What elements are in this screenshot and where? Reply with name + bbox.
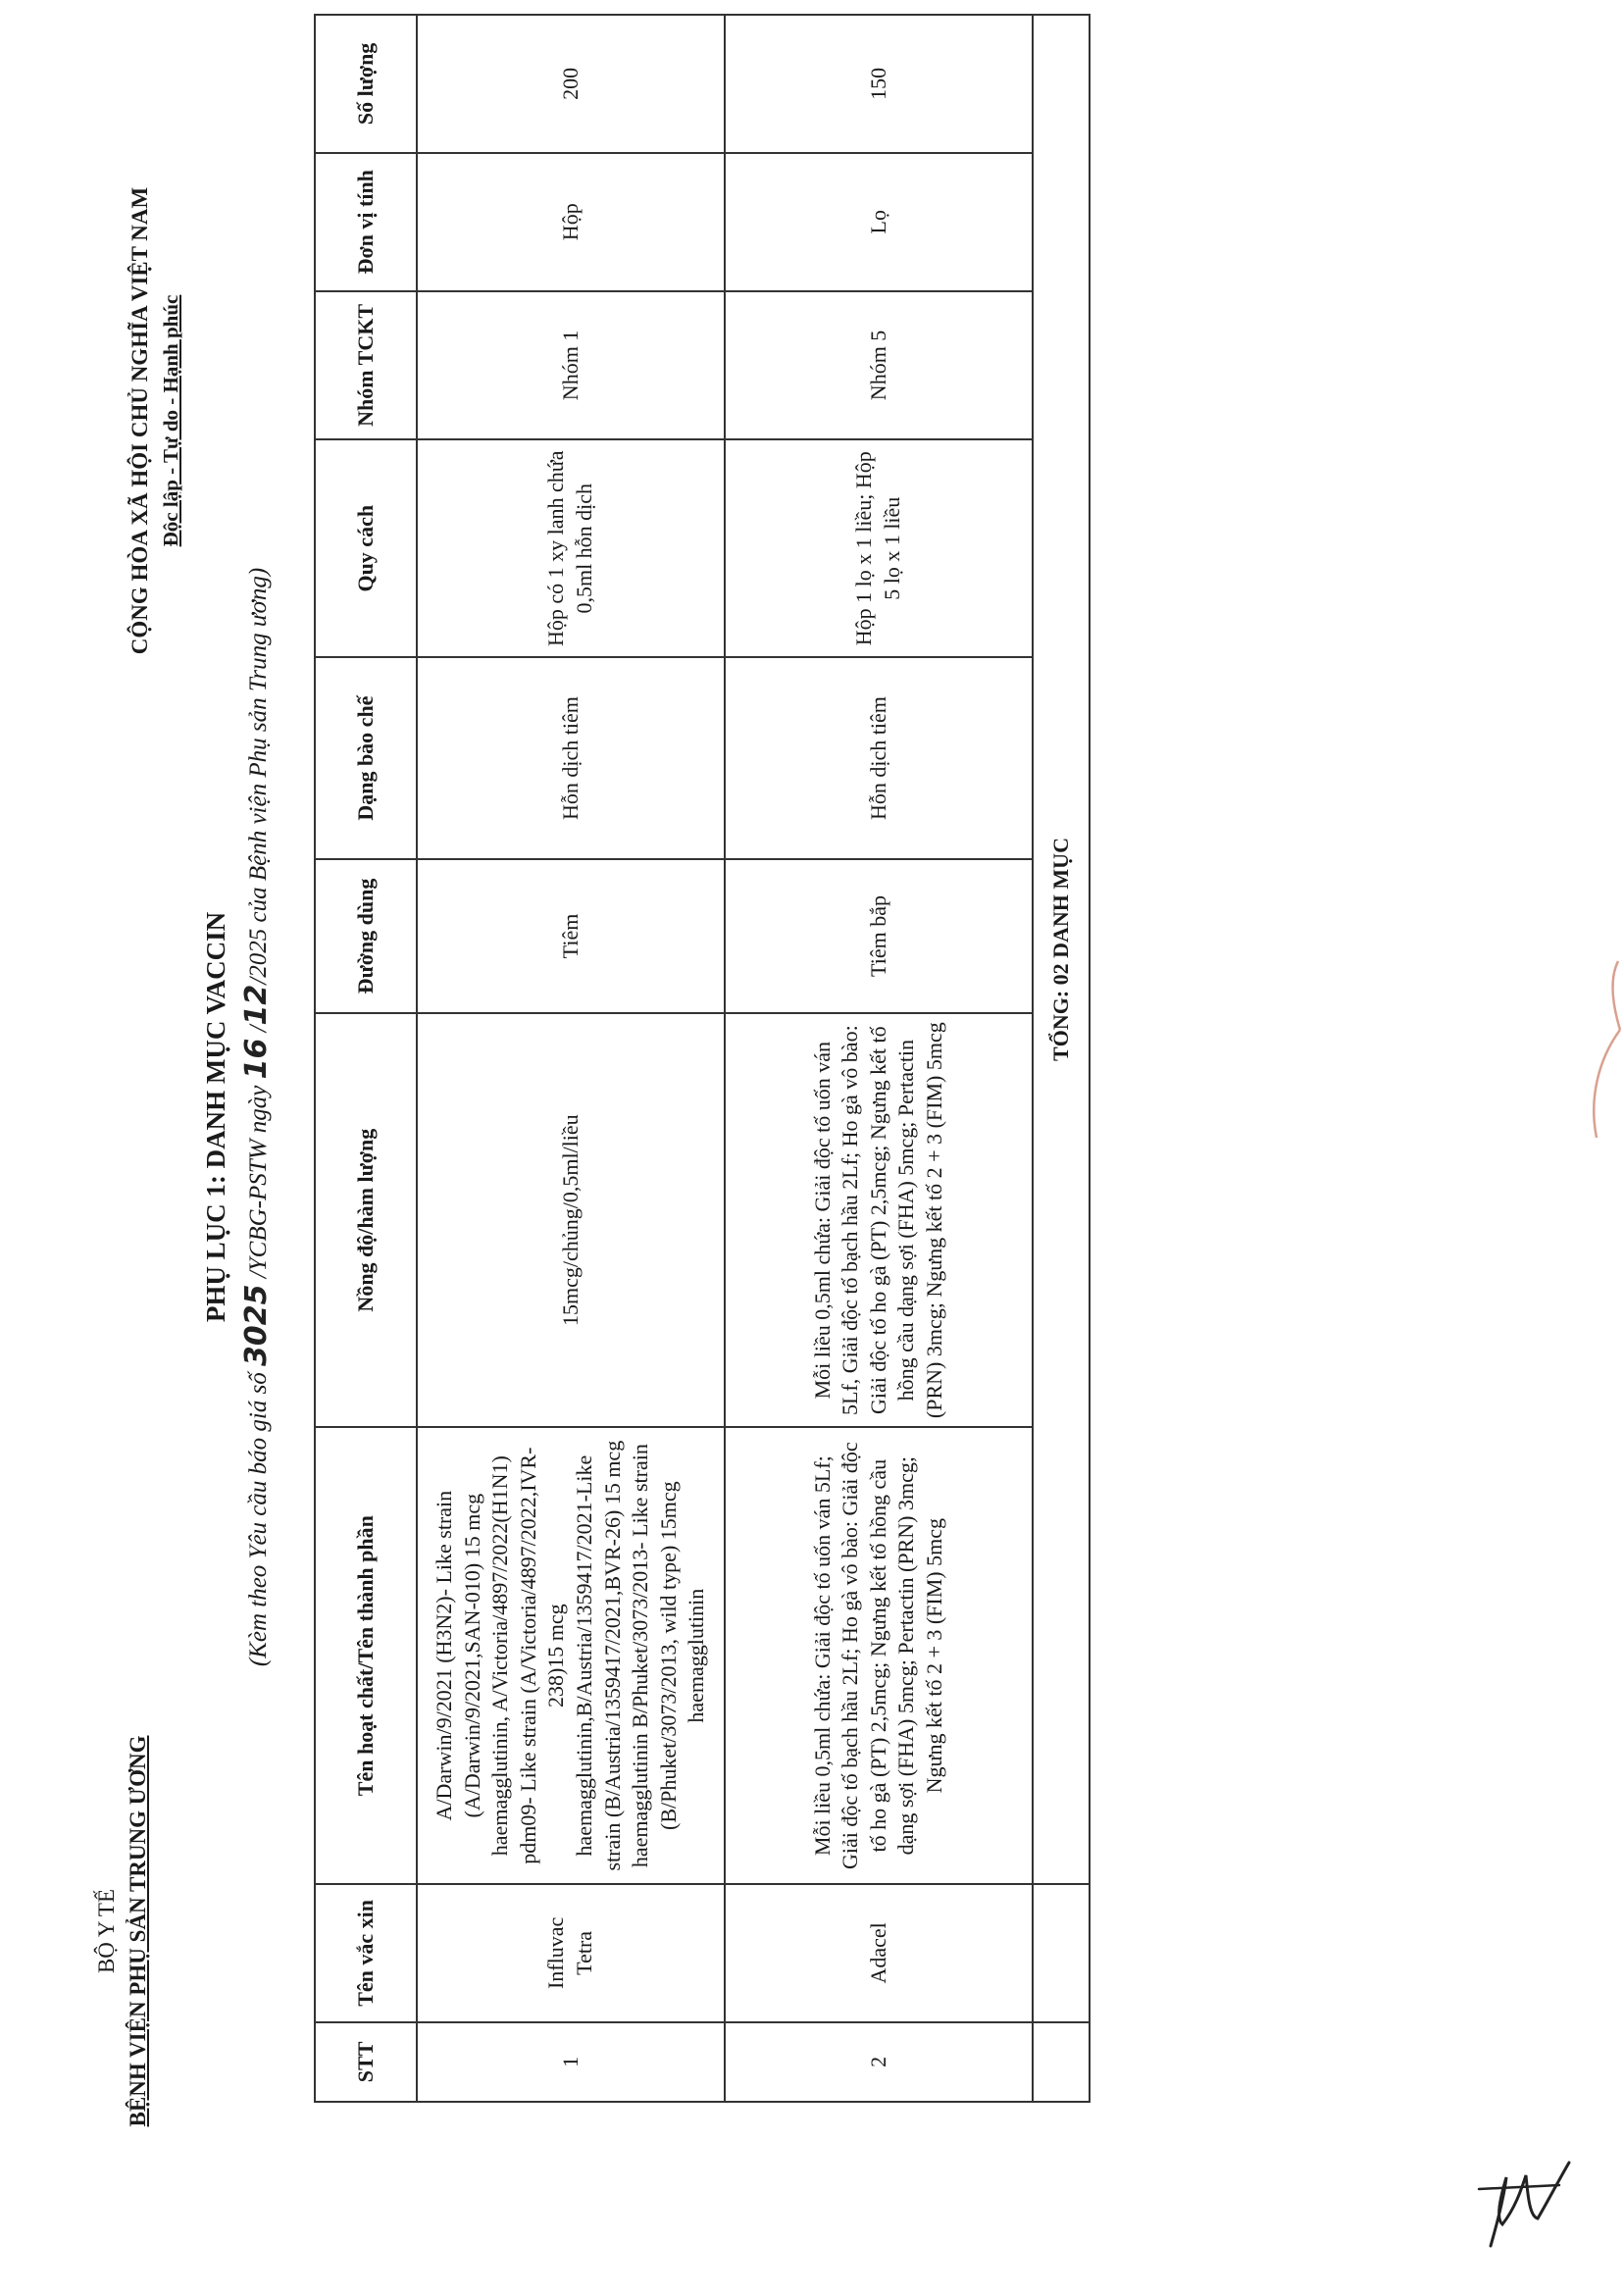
cell-route: Tiêm bắp: [725, 859, 1033, 1013]
subtitle-text: (Kèm theo Yêu cầu báo giá số: [245, 1365, 272, 1667]
cell-form: Hỗn dịch tiêm: [725, 657, 1033, 859]
quote-month: 12: [239, 984, 274, 1026]
column-header: Dạng bào chế: [315, 657, 417, 859]
cell-group: Nhóm 5: [725, 291, 1033, 440]
column-header: Nhóm TCKT: [315, 291, 417, 440]
cell-vaccine-name: Adacel: [725, 1884, 1033, 2022]
column-header: Đơn vị tính: [315, 153, 417, 291]
cell-form: Hỗn dịch tiêm: [417, 657, 725, 859]
page-subtitle: [239, 431, 274, 1804]
cell-concentration: 15mcg/chủng/0,5ml/liều: [417, 1013, 725, 1427]
column-header: Tên hoạt chất/Tên thành phần: [315, 1427, 417, 1884]
column-header: Số lượng: [315, 15, 417, 153]
subtitle-text: /YCBG-PSTW ngày: [245, 1079, 272, 1285]
total-row: [1033, 15, 1090, 2102]
cell-unit: Lọ: [725, 153, 1033, 291]
table-row: [417, 15, 725, 2102]
country-name: CỘNG HÒA XÃ HỘI CHỦ NGHĨA VIỆT NAM: [127, 186, 152, 655]
total-spacer: [1033, 1884, 1090, 2022]
cell-unit: Hộp: [417, 153, 725, 291]
column-header: Đường dùng: [315, 859, 417, 1013]
issuer-header: [94, 1657, 151, 2206]
column-header: Nồng độ/hàm lượng: [315, 1013, 417, 1427]
quote-day: 16: [239, 1038, 274, 1080]
cell-quantity: 200: [417, 15, 725, 153]
cell-quantity: 150: [725, 15, 1033, 153]
table-header-row: [315, 15, 417, 2102]
subtitle-text: /2025 của Bệnh viện Phụ sản Trung ương): [245, 567, 272, 985]
cell-packaging: Hộp 1 lọ x 1 liều; Hộp 5 lọ x 1 liều: [725, 439, 1033, 657]
title-block: [201, 431, 274, 1804]
total-label: TỔNG: 02 DANH MỤC: [1033, 15, 1090, 1884]
cell-concentration: Mỗi liều 0,5ml chứa: Giải độc tố uốn ván 5Lf, Giải độc tố bạch hầu 2Lf; Ho gà vô bào: Giải độc tố ho gà (PT) 2,5mcg; Ngưng kết tố hồng cầu dạng sợi (FHA) 5mcg; Pertactin (PRN) 3mcg; Ngưng kết tố 2 + 3 (FIM) 5mcg: [725, 1013, 1033, 1427]
vaccine-table: [314, 14, 1091, 2103]
national-header: [127, 77, 183, 764]
hospital-name: BỆNH VIỆN PHỤ SẢN TRUNG ƯƠNG: [126, 1735, 150, 2127]
cell-ingredients: Mỗi liều 0,5ml chứa: Giải độc tố uốn ván 5Lf; Giải độc tố bạch hầu 2Lf; Ho gà vô bào: Giải độc tố ho gà (PT) 2,5mcg; Ngưng kết tố hồng cầu dạng sợi (FHA) 5mcg; Pertactin (PRN) 3mcg; Ngưng kết tố 2 + 3 (FIM) 5mcg: [725, 1427, 1033, 1884]
quote-number: 3025: [239, 1284, 274, 1366]
cell-group: Nhóm 1: [417, 291, 725, 440]
table-row: [725, 15, 1033, 2102]
national-motto: Độc lập - Tự do - Hạnh phúc: [159, 294, 182, 547]
column-header: STT: [315, 2022, 417, 2102]
cell-ingredients: A/Darwin/9/2021 (H3N2)- Like strain (A/Darwin/9/2021,SAN-010) 15 mcg haemagglutinin, A/Victoria/4897/2022(H1N1) pdm09- Like strain (A/Victoria/4897/2022,IVR-238)15 mcg haemagglutinin,B/Austria/1359417/2021-Like strain (B/Austria/1359417/2021,BVR-26) 15 mcg haemagglutinin B/Phuket/3073/2013- Like strain (B/Phuket/3073/2013, wild type) 15mcg haemagglutinin: [417, 1427, 725, 1884]
cell-packaging: Hộp có 1 xy lanh chứa 0,5ml hỗn dịch: [417, 439, 725, 657]
page-title: PHỤ LỤC 1: DANH MỤC VACCIN: [201, 911, 230, 1323]
ministry-name: BỘ Y TẾ: [94, 1888, 119, 1974]
total-spacer: [1033, 2022, 1090, 2102]
cell-vaccine-name: Influvac Tetra: [417, 1884, 725, 2022]
subtitle-text: /: [245, 1025, 272, 1039]
cell-stt: 1: [417, 2022, 725, 2102]
column-header: Quy cách: [315, 439, 417, 657]
cell-route: Tiêm: [417, 859, 725, 1013]
cell-stt: 2: [725, 2022, 1033, 2102]
column-header: Tên vắc xin: [315, 1884, 417, 2022]
